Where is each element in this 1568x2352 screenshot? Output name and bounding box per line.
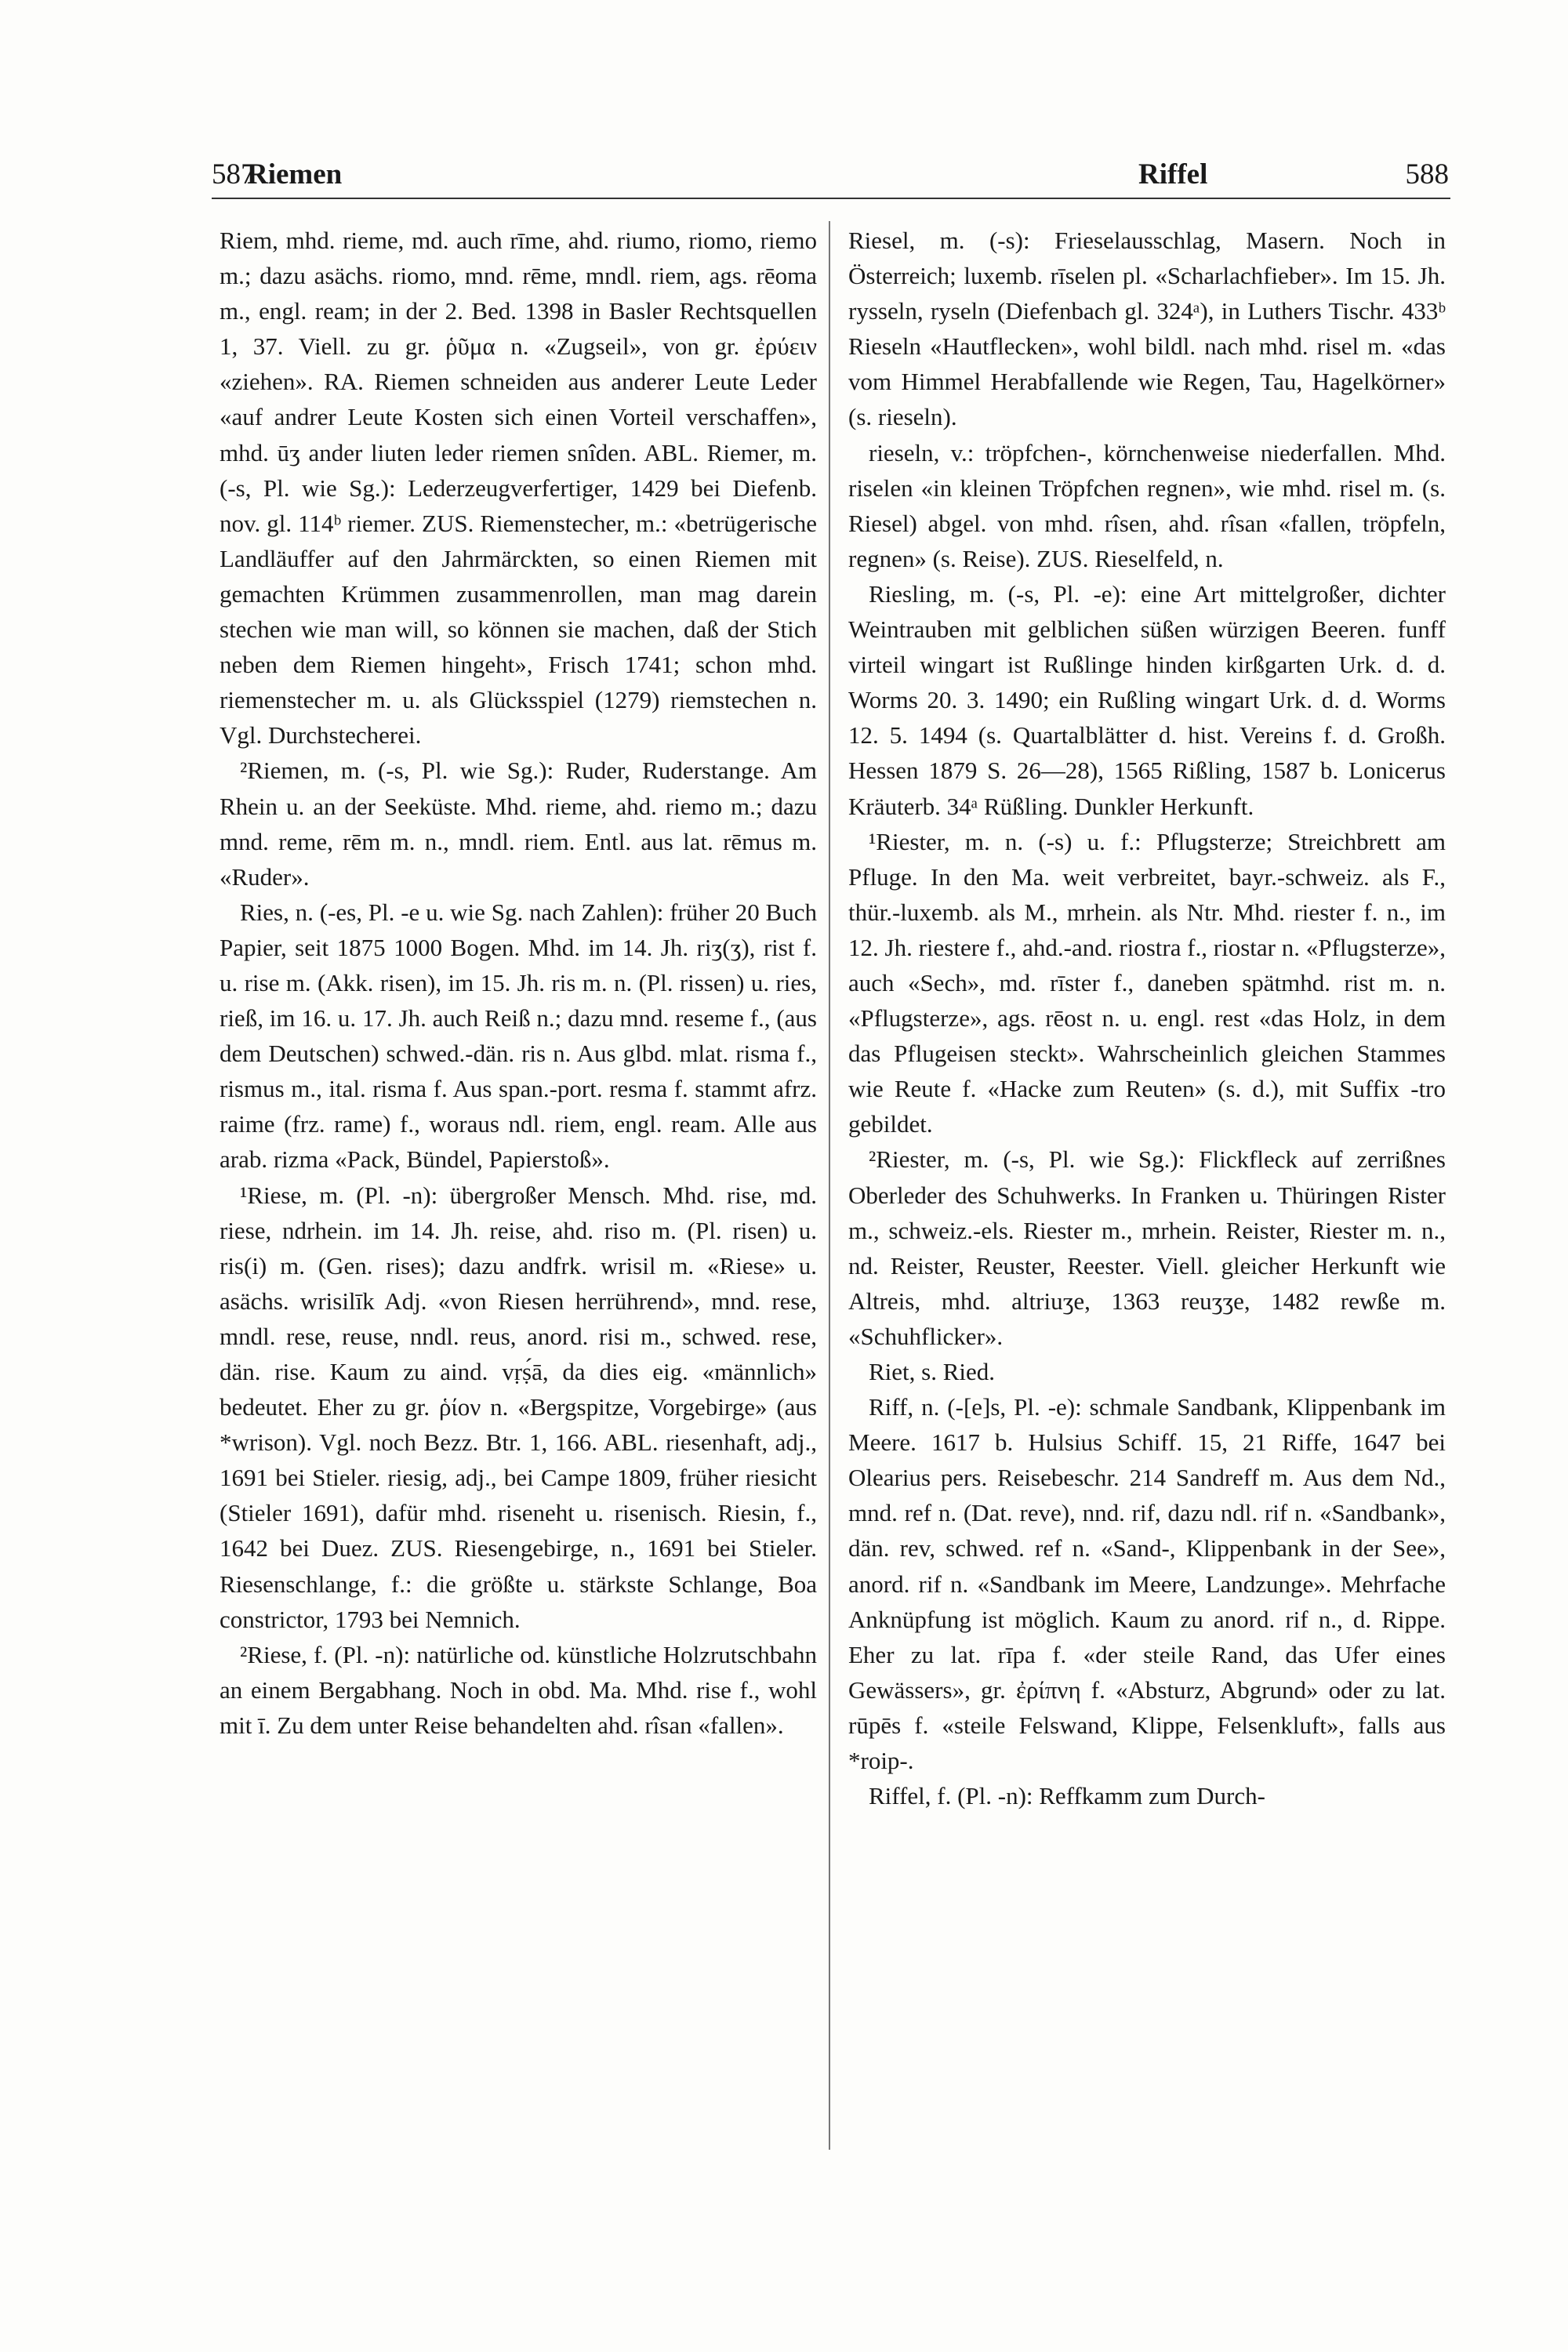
column-divider: [829, 221, 830, 2150]
page-number-left: 587: [212, 158, 256, 191]
entry-riemen-continued: Riem, mhd. rieme, md. auch rīme, ahd. riumo, riomo, riemo m.; dazu asächs. riomo, mnd. rēme, mndl. riem, ags. rēoma m., engl. ream; in der 2. Bed. 1398 in Basler Rechtsquellen 1, 37. Viell. zu gr. ῥῦμα n. «Zugseil», von gr. ἐρύειν «ziehen». RA. Riemen schneiden aus anderer Leute Leder «auf andrer Leute Kosten sich einen Vorteil verschaffen», mhd. ūʒ ander liuten leder riemen snîden. ABL. Riemer, m. (-s, Pl. wie Sg.): Lederzeugverfertiger, 1429 bei Diefenb. nov. gl. 114ᵇ riemer. ZUS. Riemenstecher, m.: «betrügerische Landläuffer auf den Jahrmärckten, so einen Riemen mit gemachten Krümmen zusammenrollen, man mag darein stechen wie man will, so können sie machen, daß der Stich neben dem Riemen hingeht», Frisch 1741; schon mhd. riemenstecher m. u. als Glücksspiel (1279) riemstechen n. Vgl. Durchstecherei.: [220, 227, 817, 750]
entry-ries: Ries, n. (-es, Pl. -e u. wie Sg. nach Zahlen): früher 20 Buch Papier, seit 1875 1000 Bogen. Mhd. im 14. Jh. riʒ(ʒ), rist f. u. rise m. (Akk. risen), im 15. Jh. ris m. n. (Pl. rissen) u. ries, rieß, im 16. u. 17. Jh. auch Reiß n.; dazu mnd. reseme f., (aus dem Deutschen) schwed.-dän. ris n. Aus glbd. mlat. risma f., rismus m., ital. risma f. Aus span.-port. resma f. stammt afrz. raime (frz. rame) f., woraus ndl. riem, engl. ream. Alle aus arab. rizma «Pack, Bündel, Papierstoß».: [220, 898, 817, 1174]
right-column: [848, 223, 1446, 1813]
entry-riet: Riet, s. Ried.: [869, 1358, 996, 1385]
entry-riese-1: ¹Riese, m. (Pl. -n): übergroßer Mensch. Mhd. rise, md. riese, ndrhein. im 14. Jh. reise, ahd. riso m. (Pl. risen) u. ris(i) m. (Gen. rises); dazu andfrk. wrisil m. «Riese» u. asächs. wrisilīk Adj. «von Riesen herrührend», mnd. rese, mndl. rese, reuse, nndl. reus, anord. risi m., schwed. rese, dän. rise. Kaum zu aind. vṛṣ́ā, da dies eig. «männlich» bedeutet. Eher zu gr. ῥίον n. «Bergspitze, Vorgebirge» (aus *wrison). Vgl. noch Bezz. Btr. 1, 166. ABL. riesenhaft, adj., 1691 bei Stieler. riesig, adj., bei Campe 1809, früher riesicht (Stieler 1691), dafür mhd. riseneht u. risenisch. Riesin, f., 1642 bei Duez. ZUS. Riesengebirge, n., 1691 bei Stieler. Riesenschlange, f.: die größte u. stärkste Schlange, Boa constrictor, 1793 bei Nemnich.: [220, 1181, 817, 1633]
entry-rieseln: rieseln, v.: tröpfchen-, körnchenweise niederfallen. Mhd. riselen «in kleinen Tröpfchen regnen», wie mhd. risel m. (s. Riesel) abgel. von mhd. rîsen, ahd. rîsan «fallen, tröpfeln, regnen» (s. Reise). ZUS. Rieselfeld, n.: [848, 438, 1446, 572]
entry-riesel: Riesel, m. (-s): Frieselausschlag, Masern. Noch in Österreich; luxemb. rīselen pl. «Scharlachfieber». Im 15. Jh. rysseln, ryseln (Diefenbach gl. 324ᵃ), in Luthers Tischr. 433ᵇ Rieseln «Hautflecken», wohl bildl. nach mhd. risel m. «das vom Himmel Herabfallende wie Regen, Tau, Hagelkörner» (s. rieseln).: [848, 227, 1446, 431]
headword-right: Riffel: [1138, 158, 1208, 191]
entry-riese-2: ²Riese, f. (Pl. -n): natürliche od. künstliche Holzrutschbahn an einem Bergabhang. Noch in obd. Ma. Mhd. rise f., wohl mit ī. Zu dem unter Reise behandelten ahd. rîsan «fallen».: [220, 1640, 817, 1739]
entry-riffel: Riffel, f. (Pl. -n): Reffkamm zum Durch-: [869, 1782, 1265, 1810]
header-rule: [212, 198, 1450, 199]
entry-riesling: Riesling, m. (-s, Pl. -e): eine Art mittelgroßer, dichter Weintrauben mit gelblichen süßen würzigen Beeren. funff virteil wingart ist Rußlinge hinden kirßgarten Urk. d. d. Worms 20. 3. 1490; ein Rußling wingart Urk. d. d. Worms 12. 5. 1494 (s. Quartalblätter d. hist. Vereins f. d. Großh. Hessen 1879 S. 26—28), 1565 Rißling, 1587 b. Lonicerus Kräuterb. 34ᵃ Rüßling. Dunkler Herkunft.: [848, 579, 1446, 820]
page-number-right: 588: [1405, 158, 1449, 191]
running-header: [212, 155, 1450, 194]
headword-left: Riemen: [247, 158, 343, 191]
left-column: [220, 223, 817, 1743]
entry-riester-2: ²Riester, m. (-s, Pl. wie Sg.): Flickfleck auf zerrißnes Oberleder des Schuhwerks. In Franken u. Thüringen Rister m., schweiz.-els. Riester m., mrhein. Reister, Riester m. n., nd. Reister, Reuster, Reester. Viell. gleicher Herkunft wie Altreis, mhd. altriuʒe, 1363 reuʒʒe, 1482 rewße m. «Schuhflicker».: [848, 1145, 1446, 1350]
entry-riemen-2: ²Riemen, m. (-s, Pl. wie Sg.): Ruder, Ruderstange. Am Rhein u. an der Seeküste. Mhd. rieme, ahd. riemo m.; dazu mnd. reme, rēm m. n., mndl. riem. Entl. aus lat. rēmus m. «Ruder».: [220, 757, 817, 891]
entry-riff: Riff, n. (-[e]s, Pl. -e): schmale Sandbank, Klippenbank im Meere. 1617 b. Hulsius Schiff. 15, 21 Riffe, 1647 bei Olearius pers. Reisebeschr. 214 Sandreff m. Aus dem Nd., mnd. ref n. (Dat. reve), nnd. rif, dazu ndl. rif n. «Sandbank», dän. rev, schwed. ref n. «Sand-, Klippenbank in der See», anord. rif n. «Sandbank im Meere, Landzunge». Mehrfache Anknüpfung ist möglich. Kaum zu anord. rif n., d. Rippe. Eher zu lat. rīpa f. «der steile Rand, das Ufer eines Gewässers», gr. ἐρίπνη f. «Absturz, Abgrund» oder zu lat. rūpēs f. «steile Felswand, Klippe, Felsenkluft», falls aus *roip-.: [848, 1393, 1446, 1775]
entry-riester-1: ¹Riester, m. n. (-s) u. f.: Pflugsterze; Streichbrett am Pfluge. In den Ma. weit verbreitet, bayr.-schweiz. als F., thür.-luxemb. als M., mrhein. als Ntr. Mhd. riester f. n., im 12. Jh. riestere f., ahd.-and. riostra f., riostar n. «Pflugsterze», auch «Sech», md. rīster f., daneben spätmhd. rist m. n. «Pflugsterze», ags. rēost n. u. engl. rest «das Holz, in dem das Pflugeisen steckt». Wahrscheinlich gleichen Stammes wie Reute f. «Hacke zum Reuten» (s. d.), mit Suffix -tro gebildet.: [848, 827, 1446, 1138]
